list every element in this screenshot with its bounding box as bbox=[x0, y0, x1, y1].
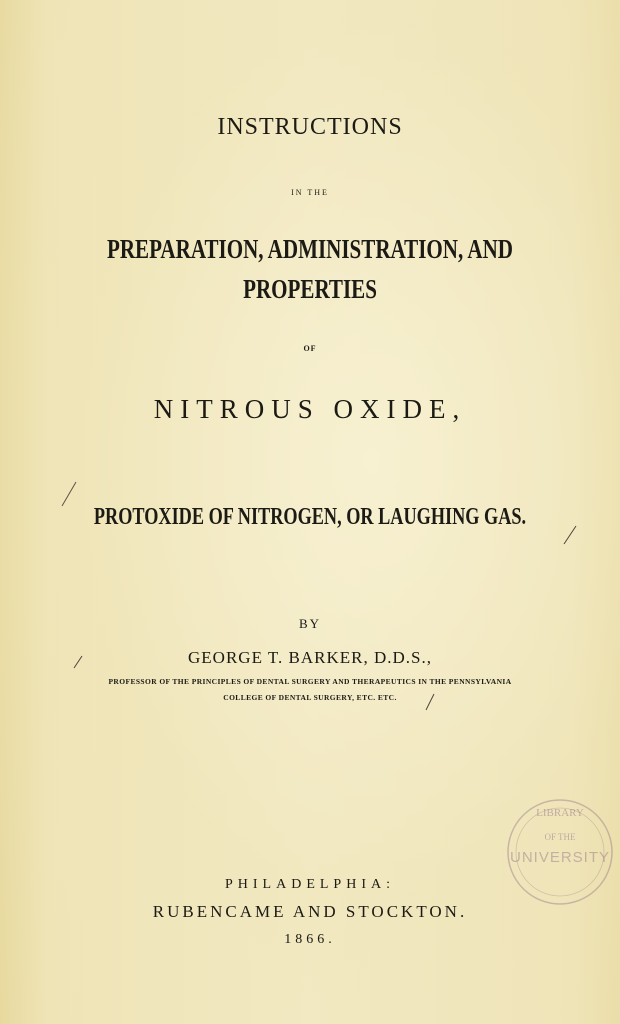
author-title-line-2: COLLEGE OF DENTAL SURGERY, ETC. ETC. bbox=[223, 693, 397, 702]
subject-line-2: PROPERTIES bbox=[243, 274, 377, 304]
connector-in-the: IN THE bbox=[291, 188, 329, 197]
author-name: GEORGE T. BARKER, D.D.S., bbox=[188, 648, 432, 667]
main-subject: NITROUS OXIDE, bbox=[153, 394, 467, 424]
pencil-mark-icon bbox=[72, 654, 84, 670]
title-heading: INSTRUCTIONS bbox=[217, 114, 403, 140]
alternate-names: PROTOXIDE OF NITROGEN, OR LAUGHING GAS. bbox=[93, 504, 527, 530]
connector-of: OF bbox=[303, 344, 317, 353]
imprint-city: PHILADELPHIA: bbox=[225, 877, 395, 892]
imprint-publisher: RUBENCAME AND STOCKTON. bbox=[152, 902, 468, 921]
stamp-text-1: LIBRARY bbox=[536, 807, 584, 819]
pencil-mark-icon bbox=[424, 692, 436, 712]
imprint-year: 1866. bbox=[284, 932, 336, 947]
library-stamp bbox=[488, 790, 620, 910]
stamp-text-3: UNIVERSITY bbox=[509, 849, 611, 866]
pencil-mark-icon bbox=[58, 480, 82, 508]
stamp-text-2: OF THE bbox=[544, 832, 576, 842]
byline-by: BY bbox=[298, 616, 322, 631]
pencil-mark-icon bbox=[562, 522, 578, 546]
subject-line-1: PREPARATION, ADMINISTRATION, AND bbox=[106, 234, 514, 264]
author-title-line-1: PROFESSOR OF THE PRINCIPLES OF DENTAL SURGERY AND THERAPEUTICS IN THE PENNSYLVANIA bbox=[108, 677, 512, 686]
